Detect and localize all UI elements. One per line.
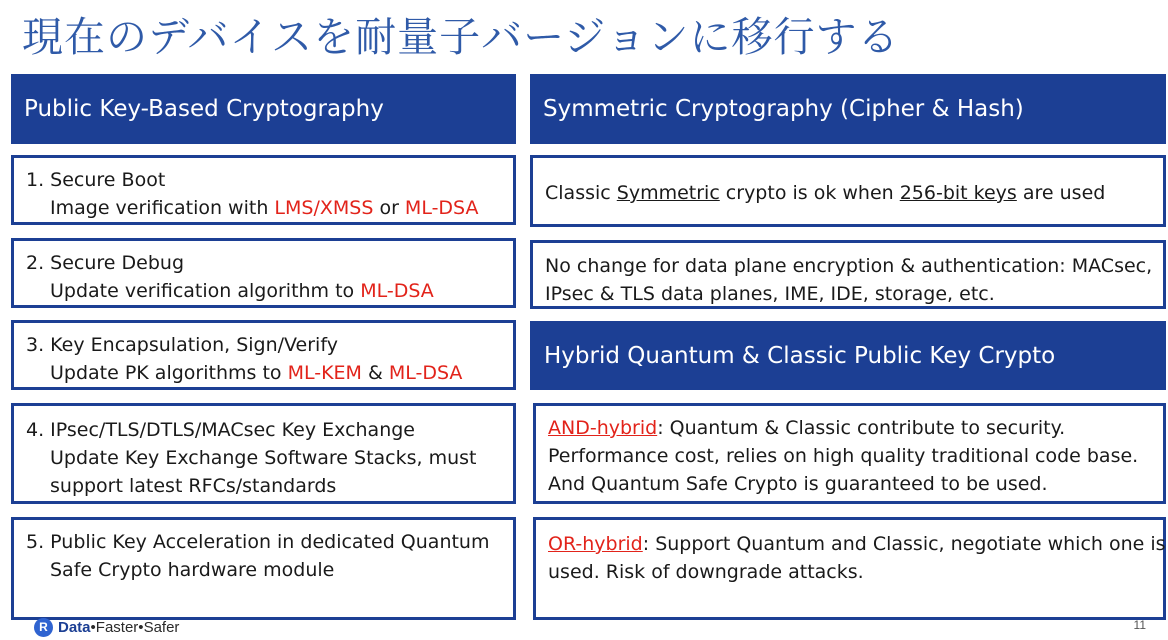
item-pk-acceleration (11, 517, 516, 620)
header-hybrid (530, 321, 1166, 390)
or-hybrid-line-1: OR-hybrid: Support Quantum and Classic, negotiate which one is (548, 533, 1166, 555)
symmetric-ok-box (530, 155, 1166, 227)
footer-tagline: R Data • Faster • Safer (34, 616, 179, 638)
alg-ml-dsa: ML-DSA (388, 362, 463, 384)
and-hybrid-line-2: Performance cost, relies on high quality traditional code base. (548, 445, 1139, 467)
item-pk-acceleration-detail: Safe Crypto hardware module (50, 559, 335, 581)
alg-ml-kem: ML-KEM (287, 362, 362, 384)
item-secure-boot-title: 1. Secure Boot (26, 169, 166, 191)
item-key-exchange-title: 4. IPsec/TLS/DTLS/MACsec Key Exchange (26, 419, 415, 441)
footer-word-safer: Safer (143, 618, 180, 636)
item-secure-boot-detail: Image verification with LMS/XMSS or ML-DSA (50, 197, 479, 219)
item-key-exchange-detail-2: support latest RFCs/standards (50, 475, 337, 497)
or-hybrid-line-2: used. Risk of downgrade attacks. (548, 561, 864, 583)
page-title: 現在のデバイスを耐量子バージョンに移行する (22, 13, 900, 61)
header-hybrid-label: Hybrid Quantum & Classic Public Key Crypto (544, 342, 1056, 369)
no-change-line-2: IPsec & TLS data planes, IME, IDE, storage, etc. (545, 283, 995, 305)
item-secure-debug-detail: Update verification algorithm to ML-DSA (50, 280, 434, 302)
or-hybrid-box (533, 517, 1166, 620)
header-public-key-label: Public Key-Based Cryptography (24, 96, 384, 122)
and-hybrid-line-3: And Quantum Safe Crypto is guaranteed to be used. (548, 473, 1048, 495)
and-hybrid-line-1: AND-hybrid: Quantum & Classic contribute to security. (548, 417, 1066, 439)
symmetric-ok-text: Classic Symmetric crypto is ok when 256-bit keys are used (545, 182, 1106, 204)
footer-brand: Data (58, 618, 91, 636)
item-secure-debug (11, 238, 516, 308)
term-and-hybrid: AND-hybrid (548, 417, 658, 439)
alg-lms-xmss: LMS/XMSS (274, 197, 374, 219)
item-key-exchange (11, 403, 516, 504)
header-symmetric (530, 74, 1166, 144)
and-hybrid-box (533, 403, 1166, 504)
item-key-encapsulation (11, 320, 516, 390)
item-secure-debug-title: 2. Secure Debug (26, 252, 185, 274)
term-256-bit-keys: 256-bit keys (899, 182, 1017, 204)
alg-ml-dsa: ML-DSA (404, 197, 479, 219)
item-key-encapsulation-title: 3. Key Encapsulation, Sign/Verify (26, 334, 338, 356)
footer-word-faster: Faster (95, 618, 139, 636)
brand-logo-icon: R (34, 618, 53, 637)
item-pk-acceleration-title: 5. Public Key Acceleration in dedicated Quantum (26, 531, 490, 553)
header-public-key (11, 74, 516, 144)
item-key-encapsulation-detail: Update PK algorithms to ML-KEM & ML-DSA (50, 362, 463, 384)
term-symmetric: Symmetric (616, 182, 720, 204)
header-symmetric-label: Symmetric Cryptography (Cipher & Hash) (543, 96, 1024, 122)
no-change-box (530, 240, 1166, 309)
item-secure-boot (11, 155, 516, 225)
item-key-exchange-detail-1: Update Key Exchange Software Stacks, must (50, 447, 477, 469)
page-number: 11 (1133, 618, 1146, 632)
alg-ml-dsa: ML-DSA (360, 280, 434, 302)
term-or-hybrid: OR-hybrid (548, 533, 643, 555)
no-change-line-1: No change for data plane encryption & authentication: MACsec, (545, 255, 1153, 277)
